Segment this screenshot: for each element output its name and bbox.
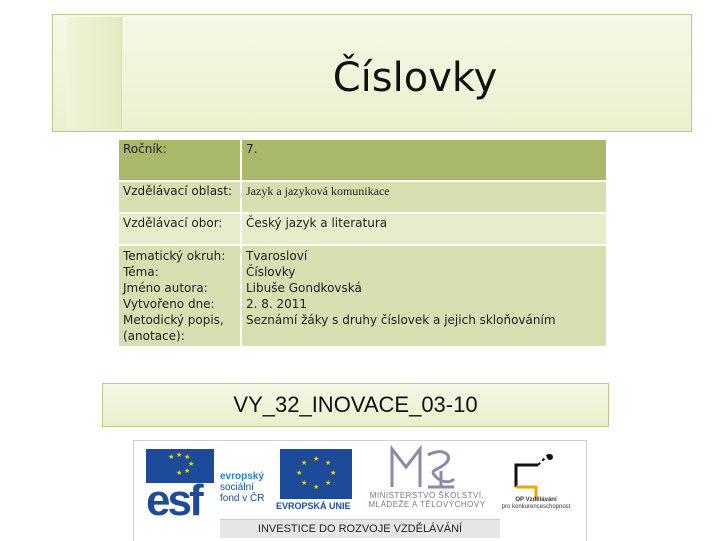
value-stack — [241, 245, 607, 347]
logo-strip — [133, 440, 587, 541]
value-grade: 7. — [241, 139, 607, 181]
esf-line2: sociální — [220, 482, 254, 493]
eu-flag-icon: ★ ★ ★ ★ ★ ★ ★ ★ — [280, 449, 352, 499]
value-subject: Český jazyk a literatura — [241, 213, 607, 245]
value-theme: Číslovky — [246, 265, 296, 279]
label-topic: Tematický okruh: — [123, 249, 226, 263]
slide-title: Číslovky — [332, 55, 498, 101]
esf-line3: fond v ČR — [220, 493, 265, 504]
op-logo-icon — [506, 447, 562, 503]
table-row — [118, 245, 607, 347]
label-theme: Téma: — [123, 265, 159, 279]
label-created: Vytvořeno dne: — [123, 297, 215, 311]
msmt-line1: MINISTERSTVO ŠKOLSTVÍ, — [369, 491, 485, 500]
label-annotation: Metodický popis, (anotace): — [123, 313, 224, 343]
msmt-logo-text — [352, 491, 502, 509]
esf-flag-icon: ★ ★ ★ ★ ★ ★ — [146, 449, 214, 483]
info-table — [117, 138, 608, 348]
material-code: VY_32_INOVACE_03-10 — [102, 383, 609, 427]
investment-banner: INVESTICE DO ROZVOJE VZDĚLÁVÁNÍ — [220, 519, 500, 538]
table-row — [118, 181, 607, 213]
label-stack — [118, 245, 241, 347]
value-annotation: Seznámí žáky s druhy číslovek a jejich skloňováním — [246, 313, 556, 327]
table-row — [118, 213, 607, 245]
label-area: Vzdělávací oblast: — [118, 181, 241, 213]
esf-logo-text — [220, 471, 280, 504]
esf-line1: evropský — [220, 471, 264, 482]
value-author: Libuše Gondkovská — [246, 281, 362, 295]
value-created: 2. 8. 2011 — [246, 297, 308, 311]
esf-logo-letters: esf — [146, 476, 201, 525]
title-panel — [52, 14, 692, 132]
msmt-line2: MLÁDEŽE A TĚLOVÝCHOVY — [368, 500, 486, 509]
op-logo-text — [486, 497, 586, 511]
label-subject: Vzdělávací obor: — [118, 213, 241, 245]
op-line1: OP Vzdělávání — [515, 497, 557, 503]
value-topic: Tvarosloví — [246, 249, 308, 263]
value-area: Jazyk a jazyková komunikace — [241, 181, 607, 213]
eu-label: EVROPSKÁ UNIE — [276, 501, 351, 511]
label-grade: Ročník: — [118, 139, 241, 181]
op-line2: pro konkurenceschopnost — [501, 504, 571, 510]
label-author: Jméno autora: — [123, 281, 208, 295]
table-row — [118, 139, 607, 181]
msmt-logo-icon — [388, 443, 458, 493]
